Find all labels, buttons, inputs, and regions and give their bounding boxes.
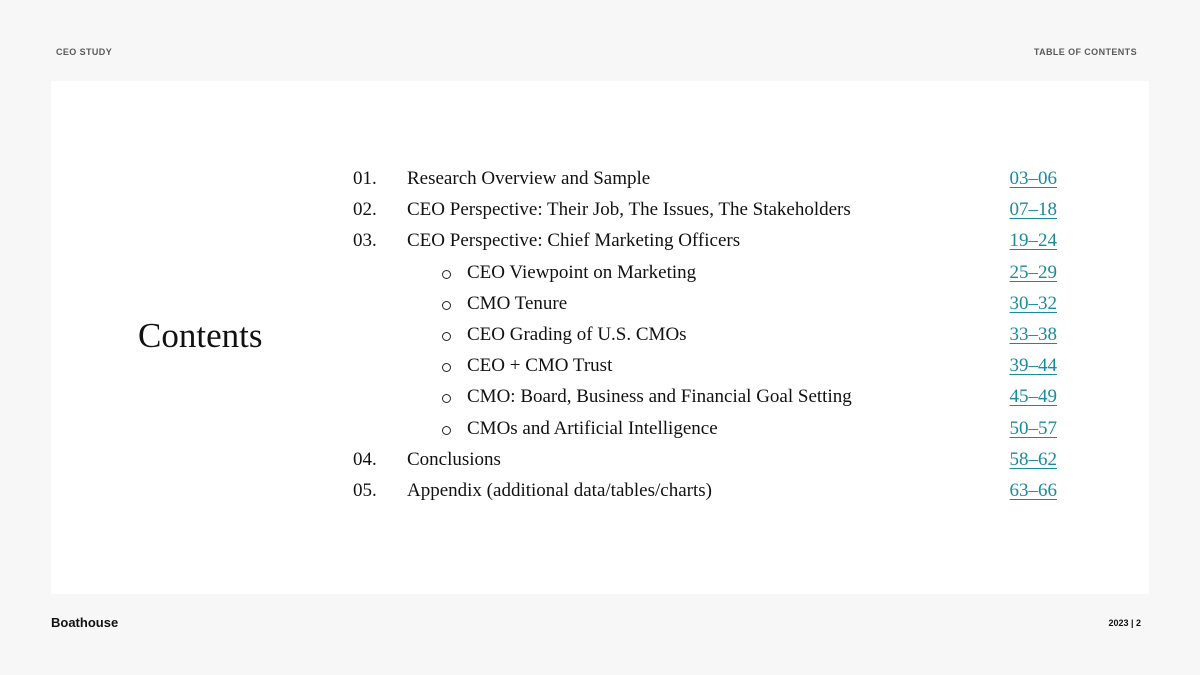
toc-subitem-title: CMO: Board, Business and Financial Goal Setting bbox=[467, 386, 852, 408]
header-section-label: CEO STUDY bbox=[56, 47, 113, 57]
page-number: 2023 | 2 bbox=[1108, 618, 1141, 628]
toc-item-number: 02. bbox=[353, 199, 377, 221]
toc-page-link[interactable]: 03–06 bbox=[1009, 168, 1057, 189]
toc-item-title: CEO Perspective: Chief Marketing Officers bbox=[407, 230, 741, 252]
toc-item-title: Research Overview and Sample bbox=[407, 168, 651, 189]
toc-page-link[interactable]: 33–38 bbox=[1009, 323, 1057, 345]
toc-page-link[interactable]: 07–18 bbox=[1009, 199, 1057, 221]
toc-subitem bbox=[353, 319, 1057, 350]
toc-subitem bbox=[353, 288, 1057, 319]
toc-subitem bbox=[353, 257, 1057, 288]
toc-page-link[interactable]: 45–49 bbox=[1009, 386, 1057, 408]
toc-item bbox=[353, 194, 1057, 225]
toc-subitem bbox=[353, 381, 1057, 412]
toc-item bbox=[353, 475, 1057, 506]
hollow-bullet-icon bbox=[442, 394, 451, 403]
toc-item bbox=[353, 225, 1057, 256]
toc-subitem-title: CMOs and Artificial Intelligence bbox=[467, 417, 718, 439]
toc-subitem-title: CEO Grading of U.S. CMOs bbox=[467, 323, 687, 345]
toc-item bbox=[353, 163, 1057, 194]
toc-item bbox=[353, 444, 1057, 475]
toc-item-title: Appendix (additional data/tables/charts) bbox=[407, 479, 712, 501]
toc-page-link[interactable]: 30–32 bbox=[1009, 292, 1057, 314]
toc-subitem-title: CEO Viewpoint on Marketing bbox=[467, 261, 697, 283]
table-of-contents bbox=[353, 163, 1057, 506]
page-title: Contents bbox=[138, 316, 263, 355]
toc-item-number: 01. bbox=[353, 168, 377, 189]
toc-item-title: Conclusions bbox=[407, 448, 501, 470]
toc-item-title: CEO Perspective: Their Job, The Issues, The Stakeholders bbox=[407, 199, 851, 221]
toc-subitem bbox=[353, 413, 1057, 444]
toc-subitem-title: CEO + CMO Trust bbox=[467, 355, 613, 377]
hollow-bullet-icon bbox=[442, 426, 451, 435]
toc-item-number: 03. bbox=[353, 230, 377, 252]
hollow-bullet-icon bbox=[442, 363, 451, 372]
header-page-label: TABLE OF CONTENTS bbox=[1033, 47, 1137, 57]
toc-item-number: 04. bbox=[353, 448, 377, 470]
toc-page-link[interactable]: 25–29 bbox=[1009, 261, 1057, 283]
hollow-bullet-icon bbox=[442, 270, 451, 279]
toc-page-link[interactable]: 19–24 bbox=[1009, 230, 1057, 252]
hollow-bullet-icon bbox=[442, 301, 451, 310]
toc-subitem-title: CMO Tenure bbox=[467, 292, 568, 314]
toc-page-link[interactable]: 63–66 bbox=[1009, 479, 1057, 501]
brand-logo: Boathouse bbox=[51, 615, 119, 630]
toc-page-link[interactable]: 39–44 bbox=[1009, 355, 1057, 377]
toc-page-link[interactable]: 50–57 bbox=[1009, 417, 1057, 439]
toc-subitem bbox=[353, 350, 1057, 381]
toc-item-number: 05. bbox=[353, 479, 377, 501]
hollow-bullet-icon bbox=[442, 332, 451, 341]
toc-page-link[interactable]: 58–62 bbox=[1009, 448, 1057, 470]
